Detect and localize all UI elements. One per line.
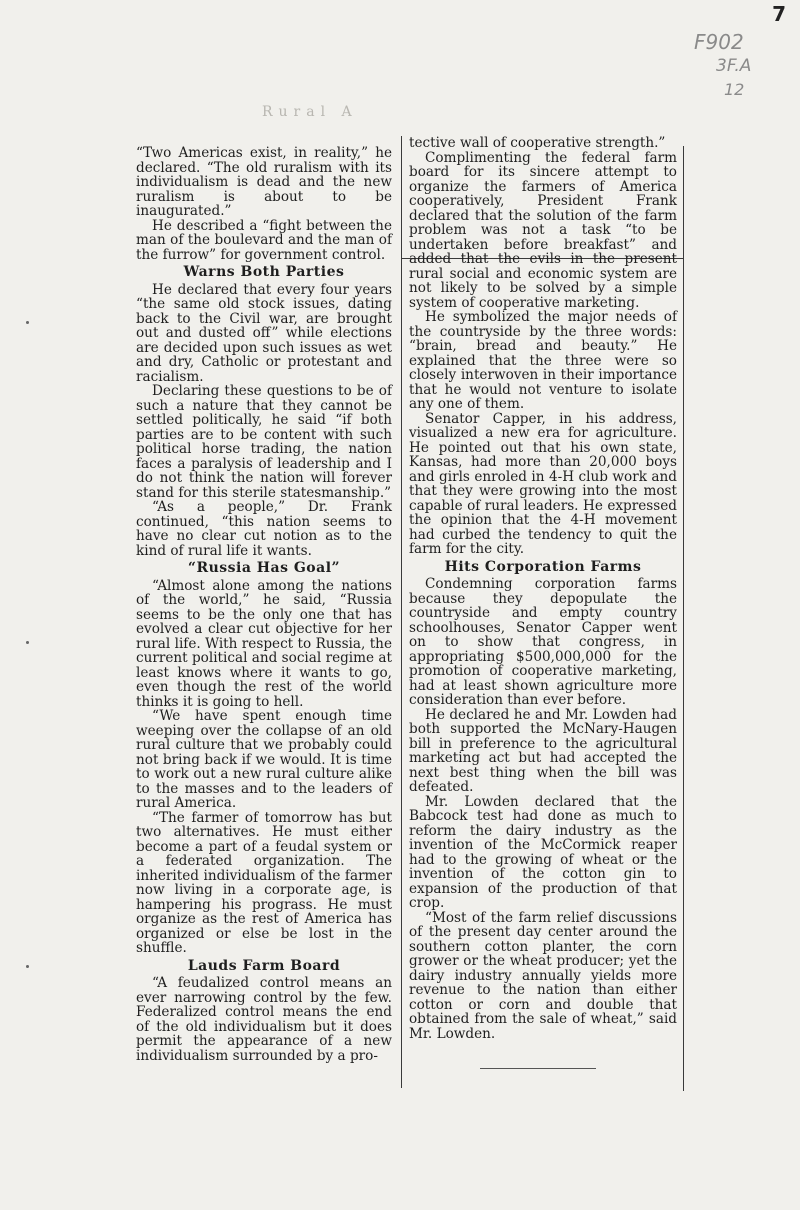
paragraph: Mr. Lowden declared that the Babcock test had done as much to reform the dairy industry as the invention of the McCormick reaper had to the growing of wheat or the invention of the cotton gin to expansion of the production of that crop. [409, 793, 677, 911]
section-heading: “Russia Has Goal” [187, 560, 341, 576]
margin-mark [26, 965, 29, 968]
paragraph: He declared that every four years “the same old stock issues, dating back to the Civil war, are brought out and dusted off” while elections are decided upon such issues as wet and dry, Catholic or protestant and racialism. [136, 281, 392, 385]
paragraph: “A feudalized control means an ever narrowing control by the few. Federalized control means the end of the old individualism but it does permit the appearance of a new individualism surrounded by a pro- [136, 975, 392, 1064]
paragraph: He symbolized the major needs of the countryside by the three words: “brain, bread and beauty.” He explained that the three were so closely interwoven in their importance that he would not venture to isolate any one of them. [409, 309, 677, 412]
paragraph: He described a “fight between the man of the boulevard and the man of the furrow” for government control. [136, 217, 392, 263]
paragraph: “Almost alone among the nations of the world,” he said, “Russia seems to be the only one that has evolved a clear cut objective for her rural life. With respect to Russia, the current political and social regime at least knows where it wants to go, even though the rest of the world thinks it is going to hell. [136, 577, 392, 710]
column-divider [401, 136, 402, 1088]
paragraph: “Two Americas exist, in reality,” he declared. “The old ruralism with its individualism is dead and the new ruralism is about to be inaugurated.” [136, 145, 392, 219]
paragraph: He declared he and Mr. Lowden had both supported the McNary-Haugen bill in preference to the agricultural marketing act but had accepted the next best thing when the bill was defeated. [409, 706, 677, 795]
article-end-rule [480, 1068, 596, 1069]
column-right-border [683, 146, 684, 1091]
page-number: 7 [772, 2, 786, 26]
paragraph: tective wall of cooperative strength.” [409, 135, 666, 151]
paragraph: “As a people,” Dr. Frank continued, “this nation seems to have no clear cut notion as to the kind of rural life it wants. [136, 499, 392, 559]
paragraph: Condemning corporation farms because they depopulate the countryside and empty country schoolhouses, Senator Capper went on to show that congress, in appropriating $500,000,000 for the promotion of cooperative marketing, had at least shown agriculture more consideration than ever before. [409, 576, 677, 708]
paragraph: Declaring these questions to be of such a nature that they cannot be settled politically, he said “if both parties are to be content with such political horse trading, the nation faces a paralysis of leadership and I do not think the nation will forever stand for this sterile statesmanship.” [136, 383, 392, 501]
left-column [136, 146, 392, 1063]
bleed-through-text: Rural A [262, 104, 358, 120]
archive-annotation-line1: F902 [694, 30, 744, 54]
paragraph: “The farmer of tomorrow has but two alternatives. He must either become a part of a feudal system or a federated organization. The inherited individualism of the farmer now living in a corporate age, is hampering his prograss. He must organize as the rest of America has organized or else be lost in the shuffle. [136, 809, 392, 956]
paragraph: “We have spent enough time weeping over the collapse of an old rural culture that we probably could not bring back if we would. It is time to work out a new rural culture alike to the masses and to the leaders of rural America. [136, 708, 392, 811]
section-heading: Warns Both Parties [183, 264, 345, 280]
right-column [409, 136, 677, 1041]
margin-mark [26, 641, 29, 644]
section-heading: Hits Corporation Farms [444, 558, 642, 575]
archive-annotation-line2: 3F.A [716, 56, 752, 76]
section-heading: Lauds Farm Board [187, 957, 341, 974]
margin-mark [26, 321, 29, 324]
paragraph: “Most of the farm relief discussions of the present day center around the southern cotton planter, the corn grower or the wheat producer; yet the dairy industry annually yields more revenue to the nation than either cotton or corn and double that obtained from the sale of wheat,” said Mr. Lowden. [409, 909, 677, 1042]
archive-annotation-line3: 12 [724, 80, 745, 99]
paragraph: Senator Capper, in his address, visualized a new era for agriculture. He pointed out that his own state, Kansas, had more than 20,000 boys and girls enroled in 4-H club work and that they were growing into the most capable of rural leaders. He expressed the opinion that the 4-H movement had curbed the tendency to quit the farm for the city. [409, 410, 677, 557]
paragraph: Complimenting the federal farm board for its sincere attempt to organize the farmers of America cooperatively, President Frank declared that the solution of the farm problem was not a task “to be undertaken before breakfast” and added that the evils in the present rural social and economic system are not likely to be solved by a simple system of cooperative marketing. [409, 149, 677, 311]
